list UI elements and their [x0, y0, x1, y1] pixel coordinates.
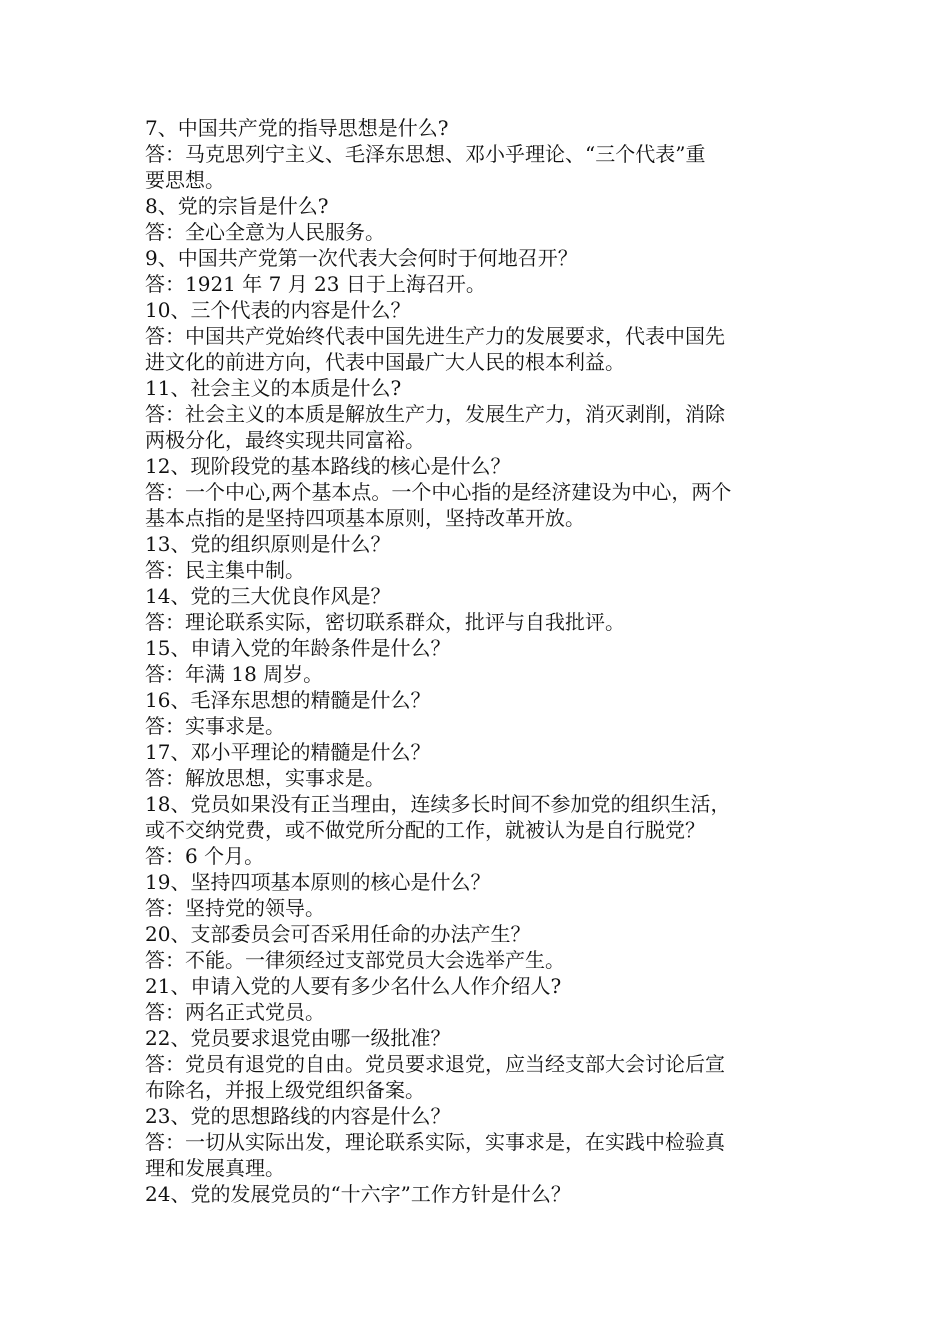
answer-16-line-1: 答：实事求是。	[145, 714, 285, 738]
answer-19-line-1: 答：坚持党的领导。	[145, 896, 325, 920]
answer-14-line-1: 答：理论联系实际，密切联系群众，批评与自我批评。	[145, 610, 625, 634]
question-15: 15、申请入党的年龄条件是什么？	[145, 636, 451, 660]
answer-7-line-1: 答：马克思列宁主义、毛泽东思想、邓小乎理论、“三个代表”重	[145, 142, 706, 166]
answer-23-line-1: 答：一切从实际出发，理论联系实际，实事求是，在实践中检验真	[145, 1130, 725, 1154]
question-9: 9、中国共产党第一次代表大会何时于何地召开？	[145, 246, 578, 270]
answer-12-line-2: 基本点指的是坚持四项基本原则，坚持改革开放。	[145, 506, 585, 530]
question-18-line-2: 或不交纳党费，或不做党所分配的工作，就被认为是自行脱党？	[145, 818, 705, 842]
answer-7-line-2: 要思想。	[145, 168, 225, 192]
answer-22-line-1: 答：党员有退党的自由。党员要求退党，应当经支部大会讨论后宣	[145, 1052, 725, 1076]
answer-11-line-2: 两极分化，最终实现共同富裕。	[145, 428, 425, 452]
answer-18-line-1: 答：6 个月。	[145, 844, 265, 868]
question-12: 12、现阶段党的基本路线的核心是什么？	[145, 454, 511, 478]
answer-12-line-1: 答：一个中心,两个基本点。一个中心指的是经济建设为中心，两个	[145, 480, 732, 504]
answer-8-line-1: 答：全心全意为人民服务。	[145, 220, 385, 244]
document-page	[145, 115, 800, 1207]
answer-10-line-2: 进文化的前进方向，代表中国最广大人民的根本利益。	[145, 350, 625, 374]
question-14: 14、党的三大优良作风是？	[145, 584, 391, 608]
answer-15-line-1: 答：年满 18 周岁。	[145, 662, 324, 686]
answer-13-line-1: 答：民主集中制。	[145, 558, 305, 582]
answer-17-line-1: 答：解放思想，实事求是。	[145, 766, 385, 790]
question-17: 17、邓小平理论的精髓是什么？	[145, 740, 431, 764]
question-23: 23、党的思想路线的内容是什么？	[145, 1104, 451, 1128]
answer-23-line-2: 理和发展真理。	[145, 1156, 285, 1180]
answer-10-line-1: 答：中国共产党始终代表中国先进生产力的发展要求，代表中国先	[145, 324, 725, 348]
question-7: 7、中国共产党的指导思想是什么?	[145, 116, 449, 140]
question-20: 20、支部委员会可否采用任命的办法产生？	[145, 922, 531, 946]
answer-20-line-1: 答：不能。一律须经过支部党员大会选举产生。	[145, 948, 565, 972]
question-16: 16、毛泽东思想的精髓是什么？	[145, 688, 431, 712]
question-18-line-1: 18、党员如果没有正当理由，连续多长时间不参加党的组织生活，	[145, 792, 731, 816]
question-22: 22、党员要求退党由哪一级批准？	[145, 1026, 451, 1050]
answer-21-line-1: 答：两名正式党员。	[145, 1000, 325, 1024]
question-24: 24、党的发展党员的“十六字”工作方针是什么？	[145, 1182, 571, 1206]
answer-11-line-1: 答：社会主义的本质是解放生产力，发展生产力，消灭剥削，消除	[145, 402, 725, 426]
question-13: 13、党的组织原则是什么？	[145, 532, 391, 556]
question-11: 11、社会主义的本质是什么?	[145, 376, 402, 400]
question-21: 21、申请入党的人要有多少名什么人作介绍人?	[145, 974, 562, 998]
question-10: 10、三个代表的内容是什么？	[145, 298, 411, 322]
answer-22-line-2: 布除名，并报上级党组织备案。	[145, 1078, 425, 1102]
question-19: 19、坚持四项基本原则的核心是什么？	[145, 870, 491, 894]
question-8: 8、党的宗旨是什么?	[145, 194, 329, 218]
answer-9-line-1: 答：1921 年 7 月 23 日于上海召开。	[145, 272, 486, 296]
